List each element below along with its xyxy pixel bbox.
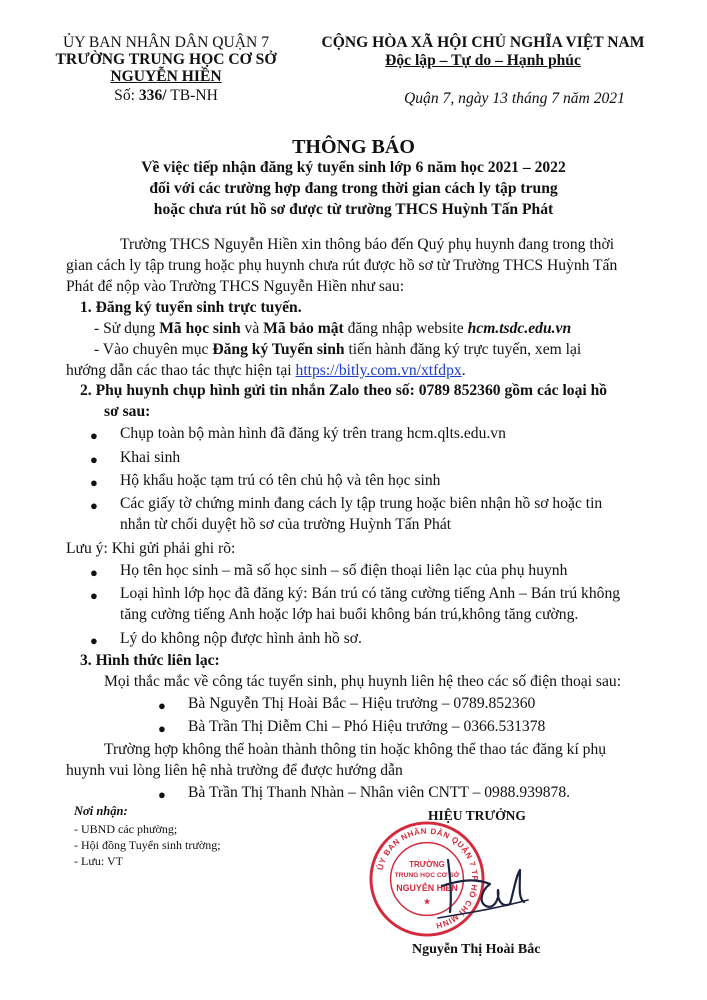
doc-number: Số: 336/ TB-NH: [114, 87, 218, 104]
doc-subtitle-1: Về việc tiếp nhận đăng ký tuyển sinh lớp 6 năm học 2021 – 2022: [141, 159, 566, 176]
bullet-icon: ●: [90, 498, 98, 513]
national-motto-block: [300, 34, 666, 70]
issuer-line2: TRƯỜNG TRUNG HỌC CƠ SỞ: [55, 51, 277, 68]
issuer-block: [48, 34, 284, 107]
fallback-line-2: huynh vui lòng liên hệ nhà trường để được hướng dẫn: [66, 762, 403, 779]
section-2-heading-1: 2. Phụ huynh chụp hình gửi tin nhắn Zalo theo số: 0789 852360 gồm các loại hồ: [80, 382, 608, 399]
bullet-icon: ●: [90, 452, 98, 467]
signer-name: Nguyễn Thị Hoài Bắc: [412, 942, 541, 957]
doc-subtitle-2: đối với các trường hợp đang trong thời gian cách ly tập trung: [149, 180, 558, 197]
stamp-inner-text-3: NGUYỄN HIỀN: [396, 882, 458, 893]
issuer-school-name: NGUYỄN HIỀN: [110, 68, 222, 85]
issue-date: Quận 7, ngày 13 tháng 7 năm 2021: [404, 90, 625, 107]
contact-vice-principal: Bà Trần Thị Diễm Chi – Phó Hiệu trưởng – 0366.531378: [188, 718, 546, 735]
section-2-item: Hộ khẩu hoặc tạm trú có tên chủ hộ và tên học sinh: [120, 472, 441, 489]
website-address: hcm.tsdc.edu.vn: [467, 320, 572, 337]
section-2-item: Các giấy tờ chứng minh đang cách ly tập trung hoặc biên nhận hồ sơ hoặc tin: [120, 495, 603, 512]
bullet-icon: ●: [158, 698, 166, 713]
stamp-inner-text-1: TRƯỜNG: [409, 860, 445, 870]
doc-subtitle-3: hoặc chưa rút hồ sơ được từ trường THCS Huỳnh Tấn Phát: [153, 201, 554, 218]
note-label: Lưu ý: Khi gửi phải ghi rõ:: [66, 540, 236, 557]
section-1-line-2: - Vào chuyên mục Đăng ký Tuyển sinh tiến hành đăng ký trực tuyến, xem lại: [94, 341, 582, 358]
intro-line-1: Trường THCS Nguyễn Hiền xin thông báo đến Quý phụ huynh đang trong thời: [120, 236, 615, 253]
national-motto: Độc lập – Tự do – Hạnh phúc: [385, 52, 581, 69]
stamp-inner-text-2: TRUNG HỌC CƠ SỞ: [394, 872, 460, 880]
signer-title: HIỆU TRƯỞNG: [428, 808, 526, 823]
section-3-intro: Mọi thắc mắc về công tác tuyển sinh, phụ huynh liên hệ theo các số điện thoại sau:: [104, 673, 622, 690]
section-1-line-3: hướng dẫn các thao tác thực hiện tại https://bitly.com.vn/xtfdpx.: [66, 362, 466, 379]
section-3-heading: 3. Hình thức liên lạc:: [80, 652, 220, 669]
note-item: Lý do không nộp được hình ảnh hồ sơ.: [120, 630, 362, 647]
issuer-line1: ỦY BAN NHÂN DÂN QUẬN 7: [62, 34, 270, 51]
bullet-icon: ●: [158, 721, 166, 736]
section-2-item: Chụp toàn bộ màn hình đã đăng ký trên trang hcm.qlts.edu.vn: [120, 425, 506, 442]
recipient-item: - Lưu: VT: [74, 854, 123, 868]
bullet-icon: ●: [158, 787, 166, 802]
section-1-line-1: - Sử dụng Mã học sinh và Mã bảo mật đăng nhập website hcm.tsdc.edu.vn: [94, 320, 572, 337]
contact-it-staff: Bà Trần Thị Thanh Nhàn – Nhân viên CNTT – 0988.939878.: [188, 784, 571, 801]
note-item-cont: tăng cường tiếng Anh hoặc lớp hai buổi không bán trú,không tăng cường.: [120, 606, 579, 623]
bullet-icon: ●: [90, 588, 98, 603]
doc-title: THÔNG BÁO: [292, 136, 415, 158]
handwritten-signature: [420, 840, 540, 930]
section-1-heading: 1. Đăng ký tuyển sinh trực tuyến.: [80, 299, 302, 316]
recipient-item: - Hội đồng Tuyển sinh trường;: [74, 838, 221, 852]
section-2-heading-2: sơ sau:: [104, 403, 151, 420]
intro-line-2: gian cách ly tập trung hoặc phụ huynh chưa rút được hồ sơ từ Trường THCS Huỳnh Tấn: [66, 257, 618, 274]
section-2-item: Khai sinh: [120, 449, 181, 466]
stamp-star-icon: ★: [423, 896, 431, 907]
issuer-line3: [48, 68, 284, 85]
fallback-line-1: Trường hợp không thể hoàn thành thông tin hoặc không thể thao tác đăng kí phụ: [104, 741, 607, 758]
note-item: Loại hình lớp học đã đăng ký: Bán trú có tăng cường tiếng Anh – Bán trú không: [120, 585, 621, 602]
bullet-icon: ●: [90, 428, 98, 443]
stamp-outer-text: ỦY BAN NHÂN DÂN QUẬN 7 TP HỒ CHÍ MINH: [375, 826, 480, 931]
bullet-icon: ●: [90, 475, 98, 490]
intro-line-3: Phát để nộp vào Trường THCS Nguyễn Hiền như sau:: [66, 278, 405, 295]
national-name: CỘNG HÒA XÃ HỘI CHỦ NGHĨA VIỆT NAM: [321, 34, 645, 51]
recipient-item: - UBND các phường;: [74, 822, 178, 836]
guide-link[interactable]: https://bitly.com.vn/xtfdpx: [295, 362, 462, 379]
bullet-icon: ●: [90, 633, 98, 648]
note-item: Họ tên học sinh – mã số học sinh – số điện thoại liên lạc của phụ huynh: [120, 562, 568, 579]
section-2-item-cont: nhắn từ chối duyệt hồ sơ của trường Huỳnh Tấn Phát: [120, 516, 452, 533]
recipients-label: Nơi nhận:: [74, 804, 128, 818]
contact-principal: Bà Nguyễn Thị Hoài Bắc – Hiệu trưởng – 0789.852360: [188, 695, 536, 712]
bullet-icon: ●: [90, 565, 98, 580]
